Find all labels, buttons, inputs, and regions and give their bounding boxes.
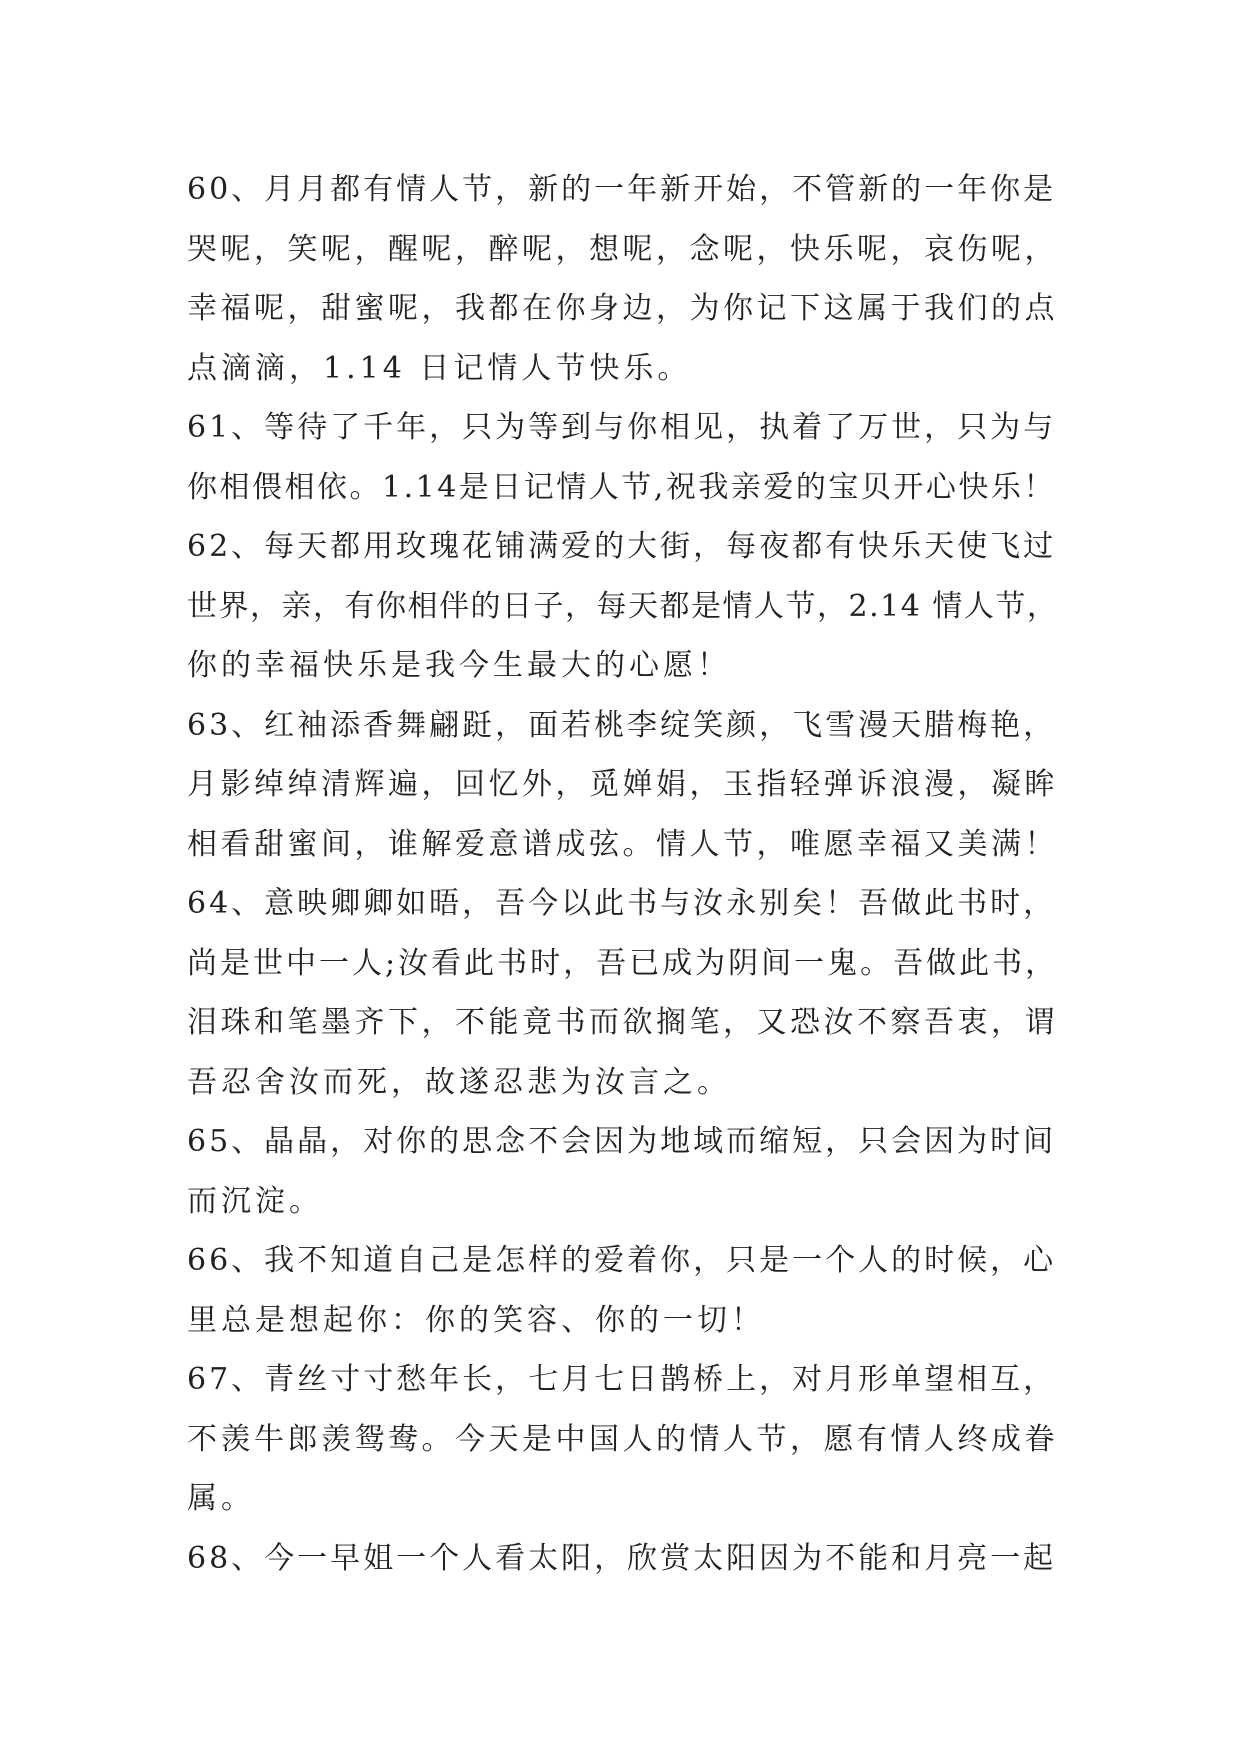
text-line: 幸福呢，甜蜜呢，我都在你身边，为你记下这属于我们的点 (187, 291, 1058, 326)
text-line: 你的幸福快乐是我今生最大的心愿！ (187, 648, 731, 683)
text-line: 68、今一早姐一个人看太阳，欣赏太阳因为不能和月亮一起 (187, 1540, 1057, 1576)
text-line: 相看甜蜜间，谁解爱意谱成弦。情人节，唯愿幸福又美满！ (187, 826, 1058, 862)
text-line: 60、月月都有情人节，新的一年新开始，不管新的一年你是 (187, 172, 1057, 207)
text-line: 哭呢，笑呢，醒呢，醉呢，想呢，念呢，快乐呢，哀伤呢， (187, 231, 1058, 267)
text-line: 月影绰绰清辉遍，回忆外，觅婵娟，玉指轻弹诉浪漫，凝眸 (187, 767, 1058, 802)
text-line: 尚是世中一人;汝看此书时，吾已成为阴间一鬼。吾做此书， (187, 945, 1059, 981)
text-line: 64、意映卿卿如晤，吾今以此书与汝永别矣！吾做此书时， (187, 886, 1057, 921)
text-line: 不羡牛郎羡鸳鸯。今天是中国人的情人节，愿有情人终成眷 (187, 1421, 1058, 1457)
text-line: 62、每天都用玫瑰花铺满爱的大街，每夜都有快乐天使飞过 (187, 529, 1057, 564)
text-line: 65、晶晶，对你的思念不会因为地域而缩短，只会因为时间 (187, 1124, 1057, 1159)
text-line: 你相偎相依。1.14是日记情人节,祝我亲爱的宝贝开心快乐！ (187, 469, 1056, 505)
text-line: 61、等待了千年，只为等到与你相见，执着了万世，只为与 (187, 410, 1057, 445)
text-line: 里总是想起你：你的笑容、你的一切！ (187, 1302, 765, 1338)
text-line: 点滴滴，1.14 日记情人节快乐。 (187, 350, 692, 386)
text-line: 67、青丝寸寸愁年长，七月七日鹊桥上，对月形单望相互， (187, 1362, 1057, 1397)
text-line: 63、红袖添香舞翩跹，面若桃李绽笑颜，飞雪漫天腊梅艳， (187, 707, 1057, 743)
text-line: 吾忍舍汝而死，故遂忍悲为汝言之。 (187, 1064, 731, 1100)
text-line: 而沉淀。 (187, 1183, 323, 1219)
text-line: 属。 (187, 1481, 255, 1516)
text-line: 世界，亲，有你相伴的日子，每天都是情人节，2.14 情人节， (187, 588, 1059, 624)
text-line: 66、我不知道自己是怎样的爱着你，只是一个人的时候，心 (187, 1243, 1057, 1278)
text-line: 泪珠和笔墨齐下，不能竟书而欲搁笔，又恐汝不察吾衷，谓 (187, 1005, 1058, 1040)
